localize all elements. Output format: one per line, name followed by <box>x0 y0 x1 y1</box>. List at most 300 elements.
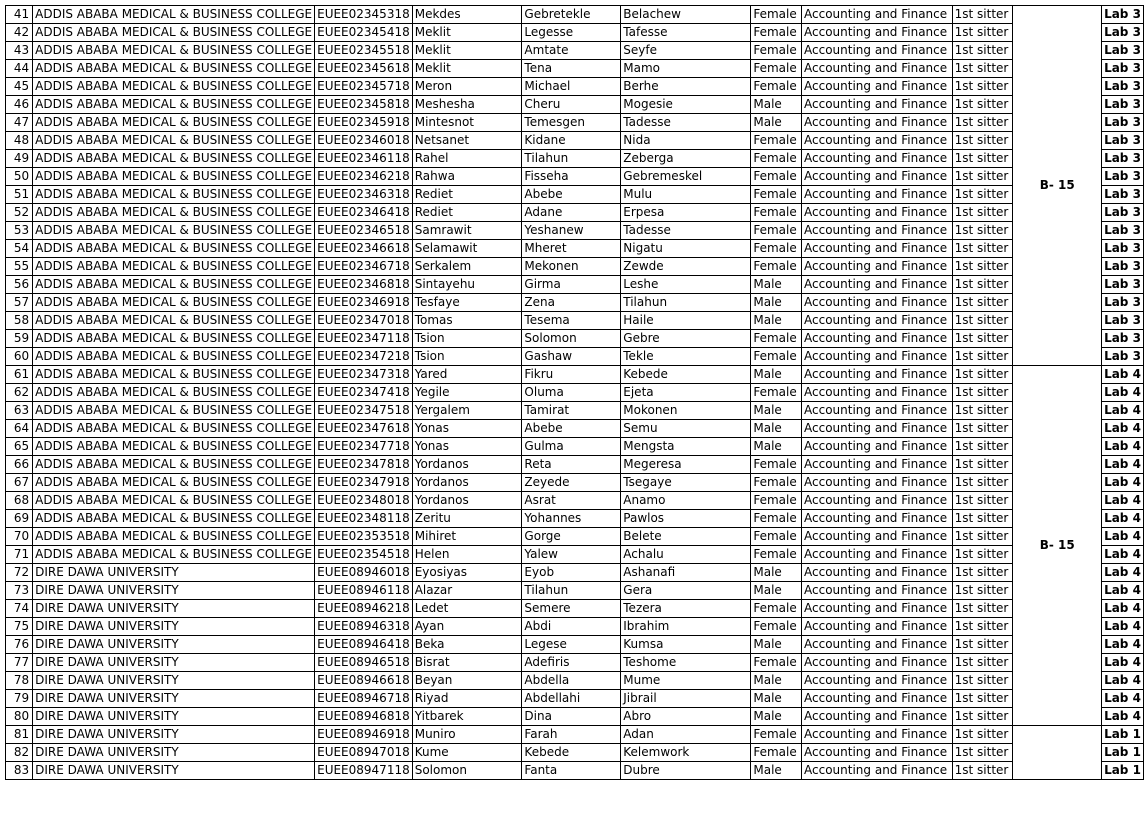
institution-cell: DIRE DAWA UNIVERSITY <box>33 690 315 708</box>
first-name-cell: Zeritu <box>412 510 522 528</box>
sitter-status-cell: 1st sitter <box>952 528 1013 546</box>
sex-cell: Female <box>751 546 802 564</box>
registration-id-cell: EUEE02345418 <box>315 24 413 42</box>
first-name-cell: Meklit <box>412 24 522 42</box>
registration-id-cell: EUEE02346718 <box>315 258 413 276</box>
row-number: 58 <box>6 312 33 330</box>
sitter-status-cell: 1st sitter <box>952 276 1013 294</box>
sex-cell: Female <box>751 204 802 222</box>
registration-id-cell: EUEE02347618 <box>315 420 413 438</box>
first-name-cell: Beyan <box>412 672 522 690</box>
sitter-status-cell: 1st sitter <box>952 258 1013 276</box>
sex-cell: Female <box>751 78 802 96</box>
lab-assignment-cell: Lab 4 <box>1102 546 1144 564</box>
father-name-cell: Gashaw <box>522 348 621 366</box>
table-row <box>6 456 1144 474</box>
table-row <box>6 510 1144 528</box>
lab-assignment-cell: Lab 1 <box>1102 762 1144 780</box>
stream-cell: Accounting and Finance <box>802 294 953 312</box>
stream-cell: Accounting and Finance <box>802 744 953 762</box>
first-name-cell: Rediet <box>412 204 522 222</box>
sitter-status-cell: 1st sitter <box>952 78 1013 96</box>
table-row <box>6 546 1144 564</box>
lab-assignment-cell: Lab 4 <box>1102 672 1144 690</box>
table-row <box>6 402 1144 420</box>
lab-assignment-cell: Lab 4 <box>1102 600 1144 618</box>
registration-id-cell: EUEE08946718 <box>315 690 413 708</box>
stream-cell: Accounting and Finance <box>802 60 953 78</box>
stream-cell: Accounting and Finance <box>802 582 953 600</box>
sex-cell: Female <box>751 744 802 762</box>
registration-id-cell: EUEE08947018 <box>315 744 413 762</box>
registration-id-cell: EUEE08946218 <box>315 600 413 618</box>
institution-cell: DIRE DAWA UNIVERSITY <box>33 708 315 726</box>
table-row <box>6 78 1144 96</box>
grandfather-name-cell: Tezera <box>621 600 751 618</box>
institution-cell: DIRE DAWA UNIVERSITY <box>33 762 315 780</box>
stream-cell: Accounting and Finance <box>802 654 953 672</box>
grandfather-name-cell: Megeresa <box>621 456 751 474</box>
institution-cell: ADDIS ABABA MEDICAL & BUSINESS COLLEGE <box>33 420 315 438</box>
sitter-status-cell: 1st sitter <box>952 186 1013 204</box>
father-name-cell: Abdi <box>522 618 621 636</box>
stream-cell: Accounting and Finance <box>802 168 953 186</box>
father-name-cell: Adefiris <box>522 654 621 672</box>
stream-cell: Accounting and Finance <box>802 474 953 492</box>
row-number: 48 <box>6 132 33 150</box>
sex-cell: Female <box>751 348 802 366</box>
grandfather-name-cell: Gebremeskel <box>621 168 751 186</box>
table-row <box>6 312 1144 330</box>
stream-cell: Accounting and Finance <box>802 636 953 654</box>
row-number: 53 <box>6 222 33 240</box>
registration-id-cell: EUEE02347118 <box>315 330 413 348</box>
sitter-status-cell: 1st sitter <box>952 582 1013 600</box>
registration-id-cell: EUEE02347218 <box>315 348 413 366</box>
registration-id-cell: EUEE02347518 <box>315 402 413 420</box>
registration-id-cell: EUEE02347318 <box>315 366 413 384</box>
institution-cell: ADDIS ABABA MEDICAL & BUSINESS COLLEGE <box>33 240 315 258</box>
first-name-cell: Serkalem <box>412 258 522 276</box>
sex-cell: Male <box>751 564 802 582</box>
first-name-cell: Mekdes <box>412 6 522 24</box>
row-number: 57 <box>6 294 33 312</box>
father-name-cell: Abdellahi <box>522 690 621 708</box>
sitter-status-cell: 1st sitter <box>952 600 1013 618</box>
grandfather-name-cell: Teshome <box>621 654 751 672</box>
grandfather-name-cell: Haile <box>621 312 751 330</box>
table-row <box>6 564 1144 582</box>
sex-cell: Female <box>751 6 802 24</box>
sitter-status-cell: 1st sitter <box>952 204 1013 222</box>
first-name-cell: Rahel <box>412 150 522 168</box>
registration-id-cell: EUEE02346618 <box>315 240 413 258</box>
registration-id-cell: EUEE02346018 <box>315 132 413 150</box>
registration-id-cell: EUEE02347718 <box>315 438 413 456</box>
sex-cell: Male <box>751 636 802 654</box>
lab-assignment-cell: Lab 3 <box>1102 222 1144 240</box>
stream-cell: Accounting and Finance <box>802 348 953 366</box>
grandfather-name-cell: Mume <box>621 672 751 690</box>
father-name-cell: Yeshanew <box>522 222 621 240</box>
lab-assignment-cell: Lab 3 <box>1102 168 1144 186</box>
row-number: 71 <box>6 546 33 564</box>
lab-assignment-cell: Lab 4 <box>1102 564 1144 582</box>
sex-cell: Female <box>751 60 802 78</box>
lab-assignment-cell: Lab 4 <box>1102 420 1144 438</box>
first-name-cell: Samrawit <box>412 222 522 240</box>
stream-cell: Accounting and Finance <box>802 420 953 438</box>
table-row <box>6 168 1144 186</box>
row-number: 70 <box>6 528 33 546</box>
row-number: 44 <box>6 60 33 78</box>
lab-assignment-cell: Lab 4 <box>1102 636 1144 654</box>
father-name-cell: Mheret <box>522 240 621 258</box>
institution-cell: ADDIS ABABA MEDICAL & BUSINESS COLLEGE <box>33 474 315 492</box>
grandfather-name-cell: Gebre <box>621 330 751 348</box>
sitter-status-cell: 1st sitter <box>952 456 1013 474</box>
father-name-cell: Fanta <box>522 762 621 780</box>
grandfather-name-cell: Zewde <box>621 258 751 276</box>
sex-cell: Female <box>751 618 802 636</box>
row-number: 64 <box>6 420 33 438</box>
stream-cell: Accounting and Finance <box>802 204 953 222</box>
sitter-status-cell: 1st sitter <box>952 24 1013 42</box>
sex-cell: Female <box>751 132 802 150</box>
grandfather-name-cell: Tafesse <box>621 24 751 42</box>
stream-cell: Accounting and Finance <box>802 564 953 582</box>
grandfather-name-cell: Tilahun <box>621 294 751 312</box>
first-name-cell: Yonas <box>412 420 522 438</box>
sex-cell: Female <box>751 186 802 204</box>
institution-cell: ADDIS ABABA MEDICAL & BUSINESS COLLEGE <box>33 186 315 204</box>
first-name-cell: Yordanos <box>412 474 522 492</box>
registration-id-cell: EUEE02345918 <box>315 114 413 132</box>
lab-assignment-cell: Lab 3 <box>1102 96 1144 114</box>
row-number: 55 <box>6 258 33 276</box>
sitter-status-cell: 1st sitter <box>952 168 1013 186</box>
row-number: 79 <box>6 690 33 708</box>
row-number: 42 <box>6 24 33 42</box>
row-number: 67 <box>6 474 33 492</box>
father-name-cell: Kidane <box>522 132 621 150</box>
sex-cell: Female <box>751 600 802 618</box>
row-number: 76 <box>6 636 33 654</box>
grandfather-name-cell: Mokonen <box>621 402 751 420</box>
father-name-cell: Yalew <box>522 546 621 564</box>
first-name-cell: Beka <box>412 636 522 654</box>
lab-assignment-cell: Lab 4 <box>1102 582 1144 600</box>
first-name-cell: Meshesha <box>412 96 522 114</box>
registration-id-cell: EUEE02347018 <box>315 312 413 330</box>
institution-cell: ADDIS ABABA MEDICAL & BUSINESS COLLEGE <box>33 330 315 348</box>
table-row <box>6 186 1144 204</box>
sitter-status-cell: 1st sitter <box>952 438 1013 456</box>
institution-cell: DIRE DAWA UNIVERSITY <box>33 564 315 582</box>
first-name-cell: Kume <box>412 744 522 762</box>
stream-cell: Accounting and Finance <box>802 762 953 780</box>
registration-id-cell: EUEE02346118 <box>315 150 413 168</box>
sitter-status-cell: 1st sitter <box>952 564 1013 582</box>
stream-cell: Accounting and Finance <box>802 6 953 24</box>
institution-cell: ADDIS ABABA MEDICAL & BUSINESS COLLEGE <box>33 294 315 312</box>
row-number: 66 <box>6 456 33 474</box>
institution-cell: ADDIS ABABA MEDICAL & BUSINESS COLLEGE <box>33 492 315 510</box>
lab-assignment-cell: Lab 4 <box>1102 618 1144 636</box>
lab-assignment-cell: Lab 3 <box>1102 240 1144 258</box>
stream-cell: Accounting and Finance <box>802 510 953 528</box>
table-row <box>6 582 1144 600</box>
registration-id-cell: EUEE02348118 <box>315 510 413 528</box>
lab-assignment-cell: Lab 1 <box>1102 744 1144 762</box>
table-row <box>6 132 1144 150</box>
first-name-cell: Yergalem <box>412 402 522 420</box>
table-row <box>6 690 1144 708</box>
table-row <box>6 42 1144 60</box>
institution-cell: ADDIS ABABA MEDICAL & BUSINESS COLLEGE <box>33 168 315 186</box>
first-name-cell: Rediet <box>412 186 522 204</box>
grandfather-name-cell: Tsegaye <box>621 474 751 492</box>
father-name-cell: Solomon <box>522 330 621 348</box>
institution-cell: ADDIS ABABA MEDICAL & BUSINESS COLLEGE <box>33 78 315 96</box>
registration-id-cell: EUEE02345618 <box>315 60 413 78</box>
registration-id-cell: EUEE02347418 <box>315 384 413 402</box>
row-number: 49 <box>6 150 33 168</box>
stream-cell: Accounting and Finance <box>802 42 953 60</box>
sex-cell: Female <box>751 492 802 510</box>
table-row <box>6 618 1144 636</box>
sitter-status-cell: 1st sitter <box>952 312 1013 330</box>
row-number: 73 <box>6 582 33 600</box>
grandfather-name-cell: Gera <box>621 582 751 600</box>
row-number: 83 <box>6 762 33 780</box>
first-name-cell: Netsanet <box>412 132 522 150</box>
institution-cell: ADDIS ABABA MEDICAL & BUSINESS COLLEGE <box>33 438 315 456</box>
lab-assignment-cell: Lab 4 <box>1102 438 1144 456</box>
row-number: 60 <box>6 348 33 366</box>
table-row <box>6 6 1144 24</box>
stream-cell: Accounting and Finance <box>802 384 953 402</box>
institution-cell: DIRE DAWA UNIVERSITY <box>33 672 315 690</box>
first-name-cell: Riyad <box>412 690 522 708</box>
registration-id-cell: EUEE08947118 <box>315 762 413 780</box>
lab-assignment-cell: Lab 4 <box>1102 528 1144 546</box>
grandfather-name-cell: Nigatu <box>621 240 751 258</box>
first-name-cell: Yordanos <box>412 456 522 474</box>
table-row <box>6 60 1144 78</box>
sex-cell: Male <box>751 312 802 330</box>
lab-assignment-cell: Lab 3 <box>1102 78 1144 96</box>
row-number: 54 <box>6 240 33 258</box>
row-number: 61 <box>6 366 33 384</box>
first-name-cell: Meklit <box>412 42 522 60</box>
first-name-cell: Yordanos <box>412 492 522 510</box>
sitter-status-cell: 1st sitter <box>952 474 1013 492</box>
lab-assignment-cell: Lab 3 <box>1102 204 1144 222</box>
sitter-status-cell: 1st sitter <box>952 654 1013 672</box>
sitter-status-cell: 1st sitter <box>952 114 1013 132</box>
sitter-status-cell: 1st sitter <box>952 42 1013 60</box>
first-name-cell: Helen <box>412 546 522 564</box>
table-row <box>6 420 1144 438</box>
lab-assignment-cell: Lab 3 <box>1102 24 1144 42</box>
father-name-cell: Kebede <box>522 744 621 762</box>
row-number: 81 <box>6 726 33 744</box>
father-name-cell: Girma <box>522 276 621 294</box>
institution-cell: ADDIS ABABA MEDICAL & BUSINESS COLLEGE <box>33 42 315 60</box>
sitter-status-cell: 1st sitter <box>952 726 1013 744</box>
first-name-cell: Meron <box>412 78 522 96</box>
sitter-status-cell: 1st sitter <box>952 546 1013 564</box>
table-row <box>6 762 1144 780</box>
row-number: 72 <box>6 564 33 582</box>
sex-cell: Female <box>751 150 802 168</box>
institution-cell: ADDIS ABABA MEDICAL & BUSINESS COLLEGE <box>33 384 315 402</box>
lab-assignment-cell: Lab 4 <box>1102 708 1144 726</box>
father-name-cell: Dina <box>522 708 621 726</box>
registration-id-cell: EUEE02346318 <box>315 186 413 204</box>
sitter-status-cell: 1st sitter <box>952 240 1013 258</box>
father-name-cell: Abebe <box>522 420 621 438</box>
row-number: 47 <box>6 114 33 132</box>
lab-assignment-cell: Lab 3 <box>1102 330 1144 348</box>
sex-cell: Female <box>751 240 802 258</box>
row-number: 82 <box>6 744 33 762</box>
table-row <box>6 150 1144 168</box>
row-number: 63 <box>6 402 33 420</box>
table-row <box>6 366 1144 384</box>
grandfather-name-cell: Mengsta <box>621 438 751 456</box>
father-name-cell: Zeyede <box>522 474 621 492</box>
stream-cell: Accounting and Finance <box>802 492 953 510</box>
table-row <box>6 636 1144 654</box>
table-row <box>6 24 1144 42</box>
grandfather-name-cell: Tadesse <box>621 114 751 132</box>
registration-id-cell: EUEE08946118 <box>315 582 413 600</box>
lab-assignment-cell: Lab 4 <box>1102 402 1144 420</box>
lab-assignment-cell: Lab 4 <box>1102 366 1144 384</box>
institution-cell: ADDIS ABABA MEDICAL & BUSINESS COLLEGE <box>33 366 315 384</box>
table-row <box>6 96 1144 114</box>
registration-id-cell: EUEE08946818 <box>315 708 413 726</box>
registration-id-cell: EUEE02345818 <box>315 96 413 114</box>
registration-id-cell: EUEE08946618 <box>315 672 413 690</box>
stream-cell: Accounting and Finance <box>802 330 953 348</box>
lab-assignment-cell: Lab 3 <box>1102 276 1144 294</box>
first-name-cell: Mintesnot <box>412 114 522 132</box>
registration-id-cell: EUEE02345718 <box>315 78 413 96</box>
first-name-cell: Ayan <box>412 618 522 636</box>
sex-cell: Male <box>751 438 802 456</box>
first-name-cell: Rahwa <box>412 168 522 186</box>
sitter-status-cell: 1st sitter <box>952 222 1013 240</box>
first-name-cell: Selamawit <box>412 240 522 258</box>
father-name-cell: Oluma <box>522 384 621 402</box>
table-row <box>6 276 1144 294</box>
row-number: 41 <box>6 6 33 24</box>
institution-cell: DIRE DAWA UNIVERSITY <box>33 726 315 744</box>
sitter-status-cell: 1st sitter <box>952 132 1013 150</box>
institution-cell: ADDIS ABABA MEDICAL & BUSINESS COLLEGE <box>33 96 315 114</box>
sitter-status-cell: 1st sitter <box>952 384 1013 402</box>
first-name-cell: Tsion <box>412 348 522 366</box>
table-row <box>6 438 1144 456</box>
father-name-cell: Legese <box>522 636 621 654</box>
lab-assignment-cell: Lab 4 <box>1102 690 1144 708</box>
sex-cell: Female <box>751 42 802 60</box>
sitter-status-cell: 1st sitter <box>952 366 1013 384</box>
row-number: 65 <box>6 438 33 456</box>
sitter-status-cell: 1st sitter <box>952 6 1013 24</box>
row-number: 45 <box>6 78 33 96</box>
grandfather-name-cell: Achalu <box>621 546 751 564</box>
sitter-status-cell: 1st sitter <box>952 744 1013 762</box>
table-row <box>6 744 1144 762</box>
sex-cell: Male <box>751 294 802 312</box>
lab-assignment-cell: Lab 4 <box>1102 456 1144 474</box>
grandfather-name-cell: Nida <box>621 132 751 150</box>
registration-id-cell: EUEE02346918 <box>315 294 413 312</box>
table-row <box>6 492 1144 510</box>
exam-room-cell: B- 15 <box>1013 366 1102 726</box>
stream-cell: Accounting and Finance <box>802 726 953 744</box>
father-name-cell: Legesse <box>522 24 621 42</box>
sitter-status-cell: 1st sitter <box>952 690 1013 708</box>
lab-assignment-cell: Lab 1 <box>1102 726 1144 744</box>
first-name-cell: Bisrat <box>412 654 522 672</box>
grandfather-name-cell: Berhe <box>621 78 751 96</box>
institution-cell: ADDIS ABABA MEDICAL & BUSINESS COLLEGE <box>33 114 315 132</box>
stream-cell: Accounting and Finance <box>802 258 953 276</box>
institution-cell: ADDIS ABABA MEDICAL & BUSINESS COLLEGE <box>33 276 315 294</box>
institution-cell: ADDIS ABABA MEDICAL & BUSINESS COLLEGE <box>33 258 315 276</box>
grandfather-name-cell: Ejeta <box>621 384 751 402</box>
lab-assignment-cell: Lab 4 <box>1102 384 1144 402</box>
row-number: 59 <box>6 330 33 348</box>
registration-id-cell: EUEE02347818 <box>315 456 413 474</box>
grandfather-name-cell: Dubre <box>621 762 751 780</box>
first-name-cell: Tomas <box>412 312 522 330</box>
first-name-cell: Solomon <box>412 762 522 780</box>
grandfather-name-cell: Leshe <box>621 276 751 294</box>
table-row <box>6 240 1144 258</box>
sitter-status-cell: 1st sitter <box>952 150 1013 168</box>
sex-cell: Male <box>751 276 802 294</box>
lab-assignment-cell: Lab 3 <box>1102 312 1144 330</box>
registration-id-cell: EUEE02353518 <box>315 528 413 546</box>
institution-cell: DIRE DAWA UNIVERSITY <box>33 582 315 600</box>
father-name-cell: Mekonen <box>522 258 621 276</box>
table-row <box>6 348 1144 366</box>
table-row <box>6 114 1144 132</box>
institution-cell: ADDIS ABABA MEDICAL & BUSINESS COLLEGE <box>33 402 315 420</box>
grandfather-name-cell: Adan <box>621 726 751 744</box>
father-name-cell: Gebretekle <box>522 6 621 24</box>
table-row <box>6 528 1144 546</box>
row-number: 74 <box>6 600 33 618</box>
grandfather-name-cell: Abro <box>621 708 751 726</box>
sex-cell: Female <box>751 726 802 744</box>
father-name-cell: Fisseha <box>522 168 621 186</box>
father-name-cell: Tena <box>522 60 621 78</box>
institution-cell: ADDIS ABABA MEDICAL & BUSINESS COLLEGE <box>33 348 315 366</box>
first-name-cell: Ledet <box>412 600 522 618</box>
sitter-status-cell: 1st sitter <box>952 330 1013 348</box>
first-name-cell: Tesfaye <box>412 294 522 312</box>
father-name-cell: Tamirat <box>522 402 621 420</box>
lab-assignment-cell: Lab 3 <box>1102 150 1144 168</box>
lab-assignment-cell: Lab 3 <box>1102 114 1144 132</box>
